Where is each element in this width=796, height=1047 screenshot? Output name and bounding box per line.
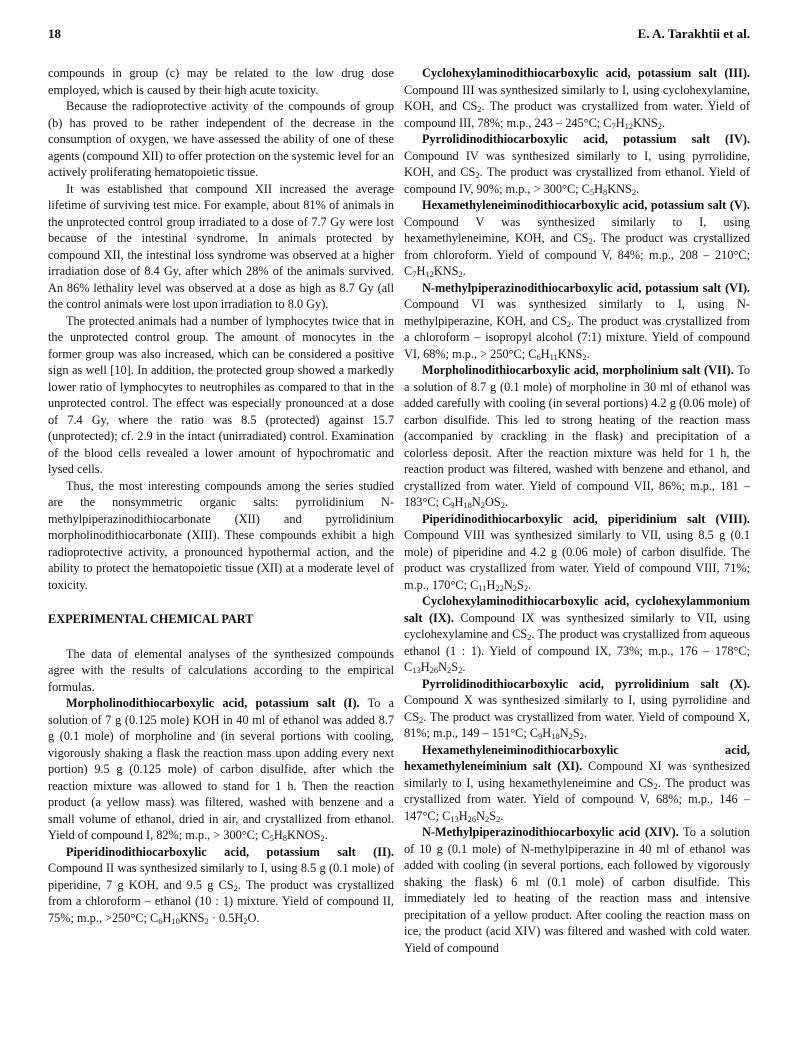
compound-title: Pyrrolidinodithiocarboxylic acid, pyrrolidinium salt (X). <box>422 676 750 691</box>
compound-paragraph: Cyclohexylaminodithiocarboxylic acid, potassium salt (III). Compound III was synthesized similarly to I, using cyclohexylamine, KOH, and $CS_2$. The product was crystallized from water. Yield of compound III, 78%; m.p., 243 – 245°C; $C_7H_{12}KNS_2$. <box>404 66 750 131</box>
paragraph: Thus, the most interesting compounds among the series studied are the nonsymmetric organic salts: pyrrolidinium N-methylpiperazinodithiocarbonate (XII) and pyrrolidinium morpholinodithiocarbonate (XIII). These compounds exhibit a high radioprotective activity, a pronounced hypothermal action, and the ability to protect the hematopoietic tissue (XII) at a moderate level of toxicity. <box>48 478 394 592</box>
compound-paragraph: Pyrrolidinodithiocarboxylic acid, potassium salt (IV). Compound IV was synthesized similarly to I, using pyrrolidine, KOH, and $CS_2$. The product was crystallized from ethanol. Yield of compound IV, 90%; m.p., > 300°C; $C_5H_8KNS_2$. <box>404 132 750 197</box>
compound-paragraph: Morpholinodithiocarboxylic acid, morpholinium salt (VII). To a solution of 8.7 g (0.1 mole) of morpholine in 30 ml of ethanol was added carefully with cooling (in several portions) 4.2 g (0.06 mole) of carbon disulfide. This led to strong heating of the reaction mass (accompanied by crackling in the flask) and precipitation of a colorless deposit. After the reaction mixture was held for 1 h, the reaction product was filtered, washed with benzene and ethanol, and crystallized from water. Yield of compound VII, 86%; m.p., 181 – 183°C; $C_9H_{18}N_2OS_2$. <box>404 363 751 510</box>
compound-paragraph: Hexamethyleneiminodithiocarboxylic acid, hexamethyleneiminium salt (XI). Compound XI was synthesized similarly to I, using hexamethyleneimine and $CS_2$. The product was crystallized from water. Yield of compound V, 68%; m.p., 146 – 147°C; $C_{13}H_{26}N_2S_2$. <box>404 742 750 824</box>
compound-title: Piperidinodithiocarboxylic acid, potassium salt (II). <box>66 844 394 859</box>
page-number: 18 <box>48 26 61 41</box>
paragraph: Because the radioprotective activity of the compounds of group (b) has proved to be rather independent of the decrease in the consumption of oxygen, we have assessed the ability of one of these agents (compound XII) to offer protection on the systemic level for an actively proliferating hematopoietic tissue. <box>48 99 394 179</box>
compound-title: Piperidinodithiocarboxylic acid, piperidinium salt (VIII). <box>422 511 750 526</box>
compound-paragraph: Morpholinodithiocarboxylic acid, potassium salt (I). To a solution of 7 g (0.125 mole) KOH in 40 ml of ethanol was added 8.7 g (0.1 mole) of morpholine and (in several portions with cooling, vigorously shaking a flask the reaction mass upon adding every next portion) 9.5 g (0.125 mole) of carbon disulfide, after which the reaction mixture was allowed to stand for 1 h. Then the reaction product (a yellow mass) was filtered, washed with benzene and a small volume of ethanol, dried in air, and crystallized from ethanol. Yield of compound I, 82%; m.p., > 300°C; $C_5H_8KNOS_2$. <box>48 696 394 843</box>
compound-title: Cyclohexylaminodithiocarboxylic acid, potassium salt (III). <box>422 66 750 80</box>
compound-paragraph: Cyclohexylaminodithiocarboxylic acid, cyclohexylammonium salt (IX). Compound IX was synthesized similarly to VII, using cyclohexylamine and $CS_2$. The product was crystallized from aqueous ethanol (1 : 1). Yield of compound IX, 73%; m.p., 176 – 178°C; $C_{13}H_{26}N_2S_2$. <box>404 594 750 675</box>
compound-paragraph: N-methylpiperazinodithiocarboxylic acid, potassium salt (VI). Compound VI was synthesized similarly to I, using N-methylpiperazine, KOH, and $CS_2$. The product was crystallized from a chloroform – isopropyl alcohol (7:1) mixture. Yield of compound VI, 68%; m.p., > 250°C; $C_6H_{11}KNS_2$. <box>404 280 750 362</box>
compound-title: Hexamethyleneiminodithiocarboxylic acid, potassium salt (V). <box>422 198 750 212</box>
compound-title: Cyclohexylaminodithiocarboxylic acid, cyclohexylammonium salt (IX). <box>404 594 750 625</box>
compound-title: Hexamethyleneiminodithiocarboxylic acid, hexamethyleneiminium salt (XI). <box>404 742 750 773</box>
compound-title: Morpholinodithiocarboxylic acid, potassium salt (I). <box>66 696 360 710</box>
paragraph: It was established that compound XII increased the average lifetime of surviving test mice. For example, about 81% of animals in the unprotected control group irradiated to a dose of 7.7 Gy were lost because of the intestinal syndrome. In animals protected by compound XII, the intestinal loss syndrome was observed at a higher irradiation dose of 8.4 Gy, after which 28% of the animals survived. An 86% lethality level was observed at a dose as high as 8.7 Gy (all the control animals were lost upon irradiation to 8.0 Gy). <box>48 181 394 311</box>
paragraph: The data of elemental analyses of the synthesized compounds agree with the results of calculations according to the empirical formulas. <box>48 646 394 694</box>
section-title: EXPERIMENTAL CHEMICAL PART <box>48 612 254 626</box>
compound-title: N-Methylpiperazinodithiocarboxylic acid (XIV). <box>422 825 679 839</box>
compound-paragraph: Hexamethyleneiminodithiocarboxylic acid, potassium salt (V). Compound V was synthesized similarly to I, using hexamethyleneimine, KOH, and $CS_2$. The product was crystallized from chloroform. Yield of compound V, 84%; m.p., 208 – 210°C; $C_7H_{12}KNS_2$. <box>404 198 750 279</box>
paragraph: The protected animals had a number of lymphocytes twice that in the unprotected control group. The amount of monocytes in the former group was also increased, which can be considered a positive sign as well [10]. In addition, the protected group showed a markedly lower ratio of lymphocytes to neutrophiles as compared to that in the unprotected control. The effect was especially pronounced at a dose of 7.4 Gy, where the ratio was 8.5 (protected) against 15.7 (unprotected); cf. 2.9 in the intact (unirradiated) control. Examination of the blood cells revealed a lower amount of hypochromatic and lysed cells. <box>48 313 394 476</box>
right-column <box>404 65 750 956</box>
compound-title: Morpholinodithiocarboxylic acid, morpholinium salt (VII). <box>422 363 734 377</box>
running-head: E. A. Tarakhtii et al. <box>637 26 750 41</box>
compound-title: N-methylpiperazinodithiocarboxylic acid, potassium salt (VI). <box>422 280 750 295</box>
compound-paragraph: Piperidinodithiocarboxylic acid, piperidinium salt (VIII). Compound VIII was synthesized similarly to VII, using 8.5 g (0.1 mole) of piperidine and 4.2 g (0.06 mole) of carbon disulfide. The product was crystallized from water. Yield of compound VIII, 71%; m.p., 170°C; $C_{11}H_{22}N_2S_2$. <box>404 511 750 593</box>
compound-title: Pyrrolidinodithiocarboxylic acid, potassium salt (IV). <box>422 132 750 146</box>
compound-paragraph: Pyrrolidinodithiocarboxylic acid, pyrrolidinium salt (X). Compound X was synthesized similarly to I, using pyrrolidine and $CS_2$. The product was crystallized from water. Yield of compound X, 81%; m.p., 149 – 151°C; $C_9H_{18}N_2S_2$. <box>404 676 750 741</box>
paragraph: compounds in group (c) may be related to the low drug dose employed, which is caused by their high acute toxicity. <box>48 66 394 97</box>
compound-paragraph: N-Methylpiperazinodithiocarboxylic acid (XIV). To a solution of 10 g (0.1 mole) of N-methylpiperazine in 40 ml of ethanol was added with cooling (in several portions, each followed by vigorously shaking the flask) 6 ml (0.1 mole) of carbon disulfide. This immediately led to heating of the reaction mass and intensive precipitation of a yellow product. After cooling the reaction mass on ice, the product (acid XIV) was filtered and washed with cold water. Yield of compound <box>404 825 751 955</box>
compound-paragraph: Piperidinodithiocarboxylic acid, potassium salt (II). Compound II was synthesized similarly to I, using 8.5 g (0.1 mole) of piperidine, 7 g KOH, and 9.5 g $CS_2$. The product was crystallized from a chloroform – ethanol (10 : 1) mixture. Yield of compound II, 75%; m.p., >250°C; $C_6H_{10}KNS_2 \cdot 0.5H_2O$. <box>48 844 394 926</box>
left-column <box>48 65 394 926</box>
page-header <box>48 26 750 46</box>
